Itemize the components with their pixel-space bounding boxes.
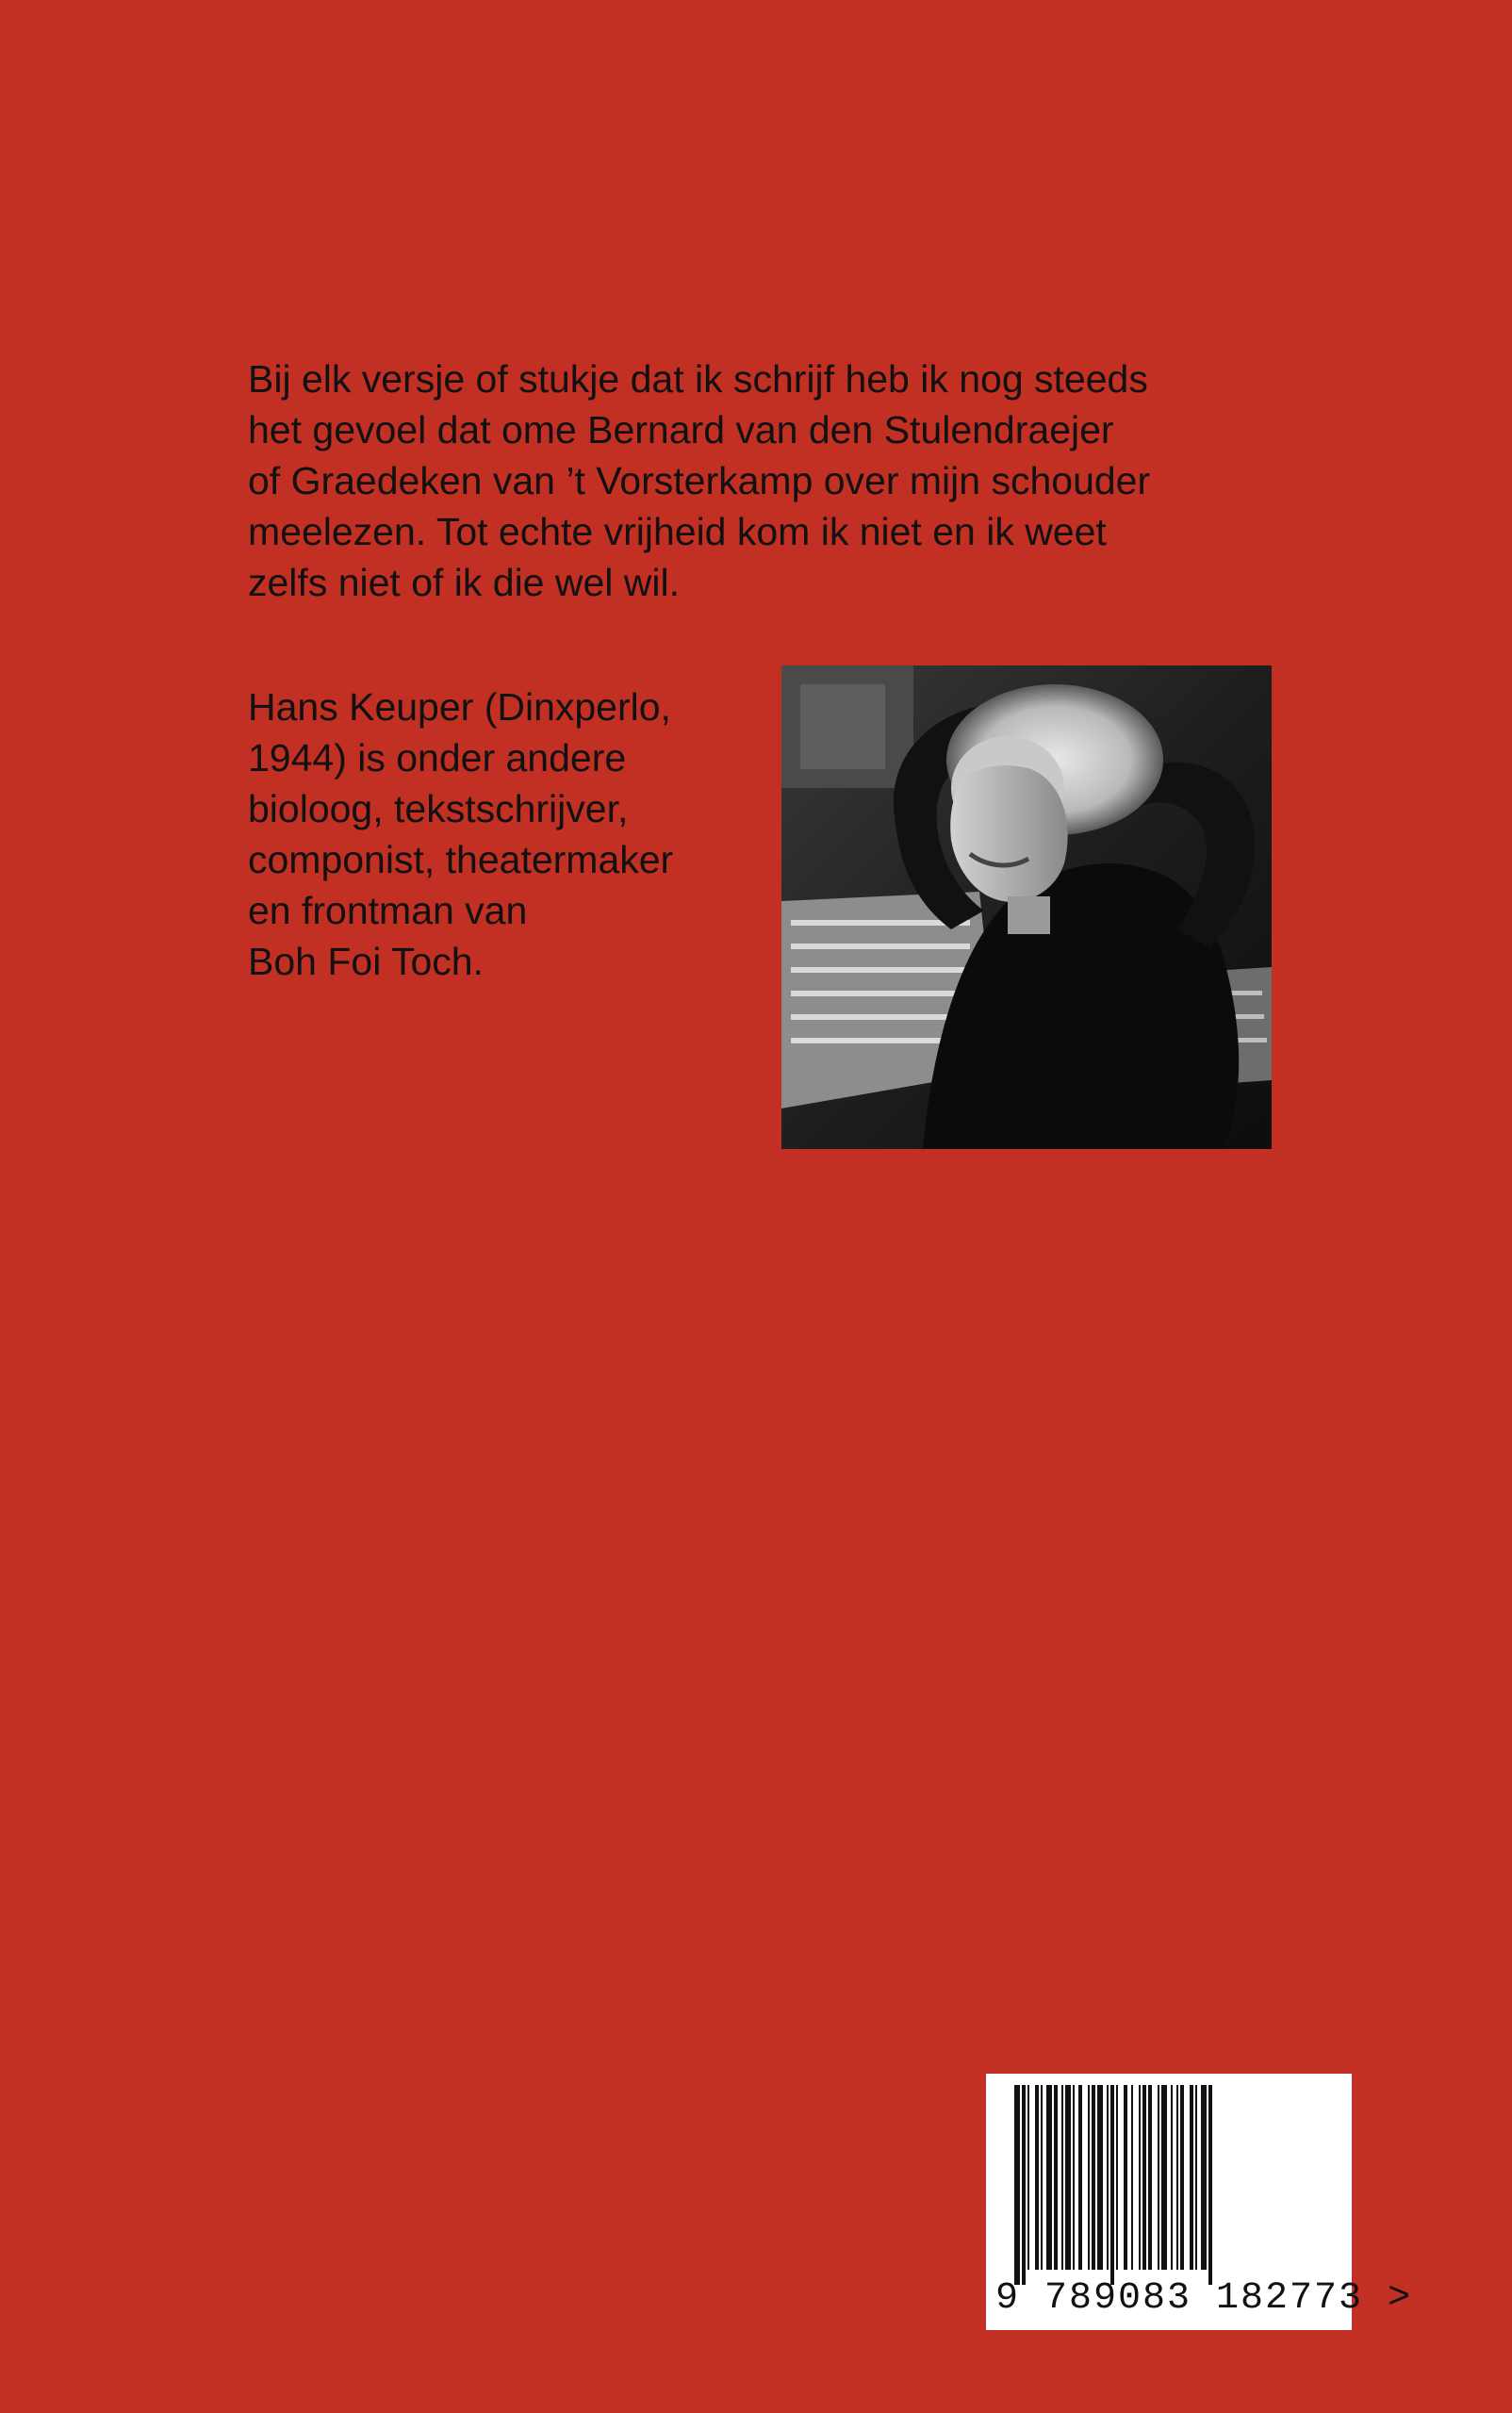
barcode-bar <box>1110 2085 1114 2285</box>
quote-line: meelezen. Tot echte vrijheid kom ik niet en ik weet <box>248 510 1107 553</box>
quote-text <box>248 353 1285 608</box>
bio-line: bioloog, tekstschrijver, <box>248 787 629 830</box>
bio-line: Boh Foi Toch. <box>248 940 484 983</box>
barcode-bar <box>1035 2085 1039 2270</box>
barcode-bar <box>1142 2085 1146 2270</box>
barcode-bar <box>1065 2085 1071 2270</box>
barcode-bar <box>1161 2085 1167 2270</box>
barcode-bar <box>1195 2085 1197 2270</box>
author-photo <box>781 665 1272 1149</box>
barcode-bar <box>1124 2085 1127 2270</box>
barcode-bar <box>1180 2085 1184 2270</box>
bio-line: 1944) is onder andere <box>248 736 627 780</box>
barcode-bar <box>1139 2085 1141 2270</box>
barcode-bar <box>1107 2085 1109 2270</box>
barcode-bar <box>1014 2085 1020 2285</box>
barcode-bar <box>1054 2085 1058 2270</box>
barcode-bar <box>1061 2085 1063 2270</box>
barcode-bar <box>1158 2085 1159 2270</box>
isbn-digits: 9 789083 182773 > <box>995 2277 1413 2320</box>
barcode-bar <box>1097 2085 1103 2270</box>
author-bio <box>248 681 757 987</box>
barcode-bar <box>1088 2085 1090 2270</box>
barcode-bar <box>1208 2085 1212 2285</box>
barcode-bar <box>1131 2085 1133 2270</box>
barcode-bar <box>1116 2085 1118 2270</box>
barcode-bar <box>1022 2085 1026 2285</box>
quote-line: het gevoel dat ome Bernard van den Stulendraejer <box>248 408 1114 451</box>
barcode-bar <box>1190 2085 1193 2270</box>
barcode-bar <box>1171 2085 1173 2270</box>
barcode-bar <box>1176 2085 1178 2270</box>
barcode-bar <box>1078 2085 1082 2270</box>
barcode-bar <box>1027 2085 1029 2270</box>
bio-line: en frontman van <box>248 889 528 932</box>
barcode-bar <box>1041 2085 1043 2270</box>
barcode-bar <box>1046 2085 1052 2270</box>
bio-line: componist, theatermaker <box>248 838 674 881</box>
quote-line: of Graedeken van ’t Vorsterkamp over mijn schouder <box>248 459 1151 502</box>
barcode-bar <box>1092 2085 1095 2270</box>
barcode-bar <box>1148 2085 1152 2270</box>
barcode-bar <box>1201 2085 1207 2270</box>
bio-line: Hans Keuper (Dinxperlo, <box>248 685 671 729</box>
quote-line: zelfs niet of ik die wel wil. <box>248 561 681 604</box>
barcode-bar <box>1073 2085 1075 2270</box>
quote-line: Bij elk versje of stukje dat ik schrijf heb ik nog steeds <box>248 357 1148 401</box>
isbn-barcode <box>986 2074 1413 2330</box>
